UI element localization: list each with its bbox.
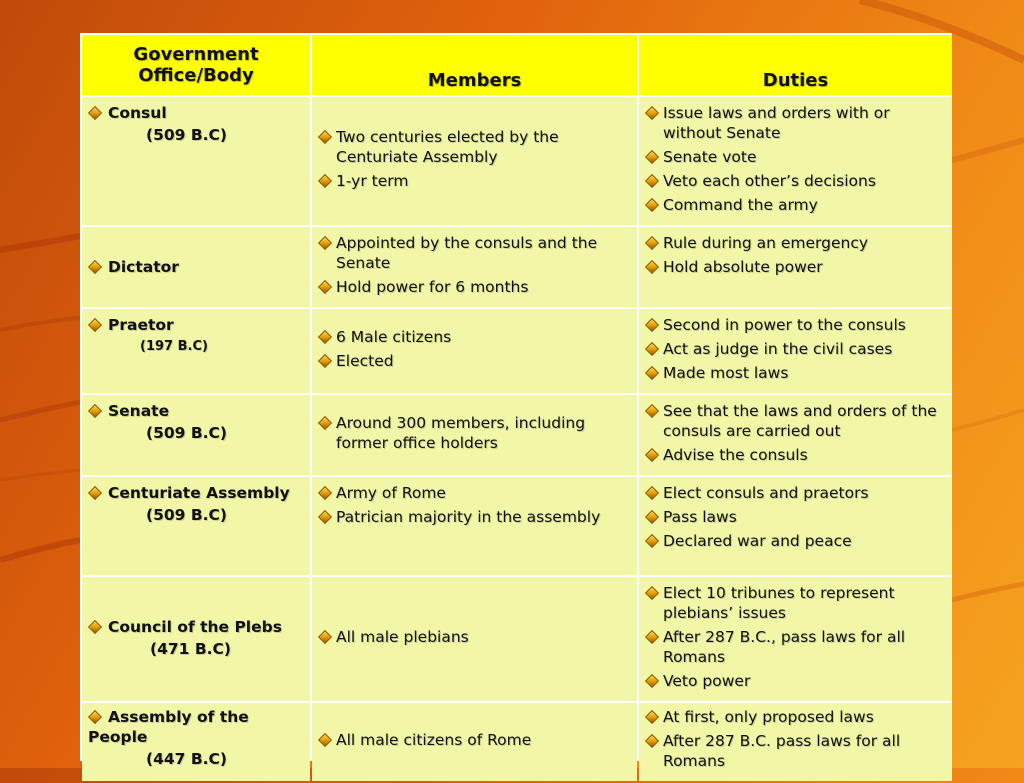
office-date: (197 B.C) [140,339,208,354]
office-name: Council of the Plebs [108,618,282,636]
list-item: Elect 10 tribunes to represent plebians’ issues [645,583,946,623]
list-item: At first, only proposed laws [645,707,946,727]
office-cell [82,309,310,393]
header-row [82,35,952,95]
list-item: Elected [318,351,631,371]
list-item: Command the army [645,195,946,215]
duties-cell [639,395,952,475]
list-item: 6 Male citizens [318,327,631,347]
list-item: Issue laws and orders with or without Senate [645,103,946,143]
table-row [82,395,952,475]
list-item: 1-yr term [318,171,631,191]
list-item: Rule during an emergency [645,233,946,253]
duties-cell [639,309,952,393]
duties-cell [639,477,952,575]
list-item: Around 300 members, including former office holders [318,413,631,453]
diamond-bullet-icon [645,236,659,250]
duties-cell [639,703,952,781]
list-item: Act as judge in the civil cases [645,339,946,359]
diamond-bullet-icon [645,734,659,748]
diamond-bullet-icon [645,630,659,644]
list-item: After 287 B.C., pass laws for all Romans [645,627,946,667]
duties-cell [639,577,952,701]
members-cell [312,703,637,781]
diamond-bullet-icon [318,416,332,430]
header-office-line1: Government [133,44,259,65]
members-cell [312,395,637,475]
members-cell [312,477,637,575]
diamond-bullet-icon [645,150,659,164]
government-table [80,33,954,783]
list-item: All male plebians [318,627,631,647]
diamond-bullet-icon [318,733,332,747]
diamond-bullet-icon [645,366,659,380]
diamond-bullet-icon [88,404,102,418]
header-office-line2: Office/Body [138,65,254,86]
duties-cell [639,227,952,307]
list-item: Two centuries elected by the Centuriate Assembly [318,127,631,167]
members-cell [312,577,637,701]
diamond-bullet-icon [88,106,102,120]
list-item: See that the laws and orders of the consuls are carried out [645,401,946,441]
diamond-bullet-icon [645,260,659,274]
office-cell [82,577,310,701]
diamond-bullet-icon [318,630,332,644]
table-row [82,577,952,701]
diamond-bullet-icon [88,486,102,500]
diamond-bullet-icon [88,710,102,724]
diamond-bullet-icon [318,486,332,500]
diamond-bullet-icon [318,330,332,344]
diamond-bullet-icon [88,260,102,274]
diamond-bullet-icon [645,342,659,356]
list-item: Hold power for 6 months [318,277,631,297]
diamond-bullet-icon [645,198,659,212]
diamond-bullet-icon [318,354,332,368]
table-row [82,227,952,307]
header-members: Members [312,35,637,95]
diamond-bullet-icon [318,280,332,294]
diamond-bullet-icon [318,130,332,144]
office-name: Centuriate Assembly [108,484,290,502]
diamond-bullet-icon [645,534,659,548]
diamond-bullet-icon [645,174,659,188]
list-item: Veto each other’s decisions [645,171,946,191]
diamond-bullet-icon [88,620,102,634]
diamond-bullet-icon [645,586,659,600]
list-item: Advise the consuls [645,445,946,465]
diamond-bullet-icon [645,318,659,332]
members-cell [312,309,637,393]
list-item: Declared war and peace [645,531,946,551]
office-name: Assembly of the People [88,708,249,746]
diamond-bullet-icon [318,236,332,250]
table-row [82,309,952,393]
diamond-bullet-icon [645,486,659,500]
list-item: Patrician majority in the assembly [318,507,631,527]
government-table-container [80,33,952,770]
diamond-bullet-icon [645,404,659,418]
list-item: Elect consuls and praetors [645,483,946,503]
header-office [82,35,310,95]
diamond-bullet-icon [645,710,659,724]
office-name: Praetor [108,316,174,334]
table-row [82,703,952,781]
diamond-bullet-icon [318,174,332,188]
office-cell [82,703,310,781]
members-cell [312,227,637,307]
office-cell [82,395,310,475]
list-item: Second in power to the consuls [645,315,946,335]
list-item: Veto power [645,671,946,691]
diamond-bullet-icon [645,448,659,462]
list-item: Made most laws [645,363,946,383]
diamond-bullet-icon [645,106,659,120]
office-date: (471 B.C) [150,640,231,658]
office-cell [82,97,310,225]
office-cell [82,227,310,307]
members-cell [312,97,637,225]
office-date: (447 B.C) [146,750,227,768]
diamond-bullet-icon [645,510,659,524]
office-date: (509 B.C) [146,126,227,144]
list-item: All male citizens of Rome [318,730,631,750]
office-name: Consul [108,104,167,122]
list-item: Pass laws [645,507,946,527]
diamond-bullet-icon [645,674,659,688]
office-name: Senate [108,402,170,420]
header-duties: Duties [639,35,952,95]
office-date: (509 B.C) [146,506,227,524]
table-row [82,477,952,575]
table-row [82,97,952,225]
office-name: Dictator [108,258,179,276]
office-date: (509 B.C) [146,424,227,442]
diamond-bullet-icon [318,510,332,524]
list-item: Army of Rome [318,483,631,503]
diamond-bullet-icon [88,318,102,332]
list-item: Hold absolute power [645,257,946,277]
list-item: Appointed by the consuls and the Senate [318,233,631,273]
duties-cell [639,97,952,225]
office-cell [82,477,310,575]
list-item: Senate vote [645,147,946,167]
list-item: After 287 B.C. pass laws for all Romans [645,731,946,771]
